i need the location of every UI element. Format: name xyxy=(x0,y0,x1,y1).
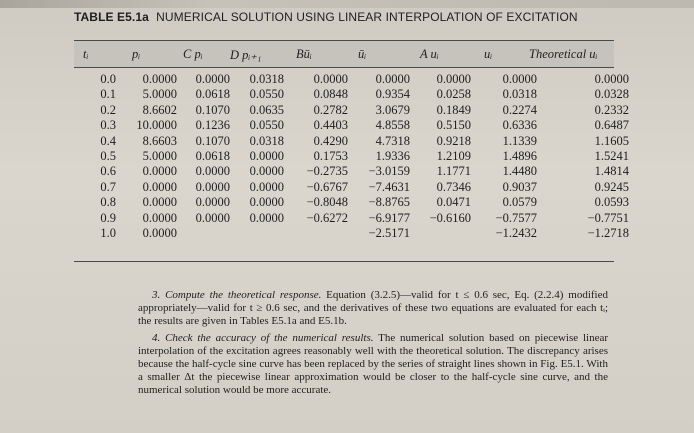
table-cell: 1.4480 xyxy=(502,164,537,179)
table-cell: 0.0 xyxy=(100,72,116,86)
table-cell: 1.9336 xyxy=(375,149,410,163)
table-cell: 1.4896 xyxy=(502,149,537,163)
table-cell: 0.0000 xyxy=(502,72,537,86)
table-cell: 0.0000 xyxy=(436,72,471,86)
col-header-au: A uᵢ xyxy=(420,47,439,61)
table-cell: 0.6487 xyxy=(594,118,629,133)
step-4-heading: 4. Check the accuracy of the numerical results. xyxy=(152,332,374,344)
table-cell: 0.2 xyxy=(100,102,116,117)
col-header-p: pᵢ xyxy=(132,47,141,61)
table-cell: 0.9218 xyxy=(436,133,471,148)
paragraph-step-3 xyxy=(138,289,608,328)
table-cell: 0.0618 xyxy=(195,149,230,163)
table-cell: −0.6272 xyxy=(306,210,348,225)
table-cell: 0.1 xyxy=(100,87,116,102)
table-cell: 0.0593 xyxy=(594,195,629,210)
table-cell: 1.1771 xyxy=(436,164,471,179)
book-page xyxy=(74,10,634,430)
step-3-heading: 3. Compute the theoretical response. xyxy=(152,289,322,301)
table-cell: −8.8765 xyxy=(368,195,410,210)
table-cell: −6.9177 xyxy=(368,210,410,225)
table-cell: 0.9245 xyxy=(594,179,629,194)
table-title: NUMERICAL SOLUTION USING LINEAR INTERPOLATION OF EXCITATION xyxy=(156,10,578,24)
table-cell: 0.6 xyxy=(100,164,116,179)
table-cell: 0.2274 xyxy=(502,102,537,117)
table-cell: 0.0000 xyxy=(195,210,230,225)
table-cell: 0.0000 xyxy=(142,179,177,194)
col-header-ubar: ūᵢ xyxy=(358,47,367,61)
table-cell: −7.4631 xyxy=(368,179,410,194)
table-cell: 0.0550 xyxy=(249,118,284,133)
table-cell: 8.6602 xyxy=(142,102,177,117)
table-cell: 1.5241 xyxy=(594,149,629,163)
step-3-text: Equation (3.2.5)—valid for t ≤ 0.6 sec, Eq. (2.2.4) modified appropriately—valid for t ≥ 0.6 sec, and the derivatives of these two equations are evaluated for each tᵢ; the results are given in Tables E5.1a and E5.1b. xyxy=(138,289,608,327)
col-header-cp: C pᵢ xyxy=(183,47,203,61)
table-caption xyxy=(74,10,578,25)
table-cell: 0.1849 xyxy=(436,102,471,117)
table-cell: 1.4814 xyxy=(594,164,629,179)
table-cell: 0.0258 xyxy=(436,87,471,102)
table-cell: 0.0000 xyxy=(195,179,230,194)
table-bottom-rule xyxy=(74,261,614,262)
col-header-dp: D pᵢ₊₁ xyxy=(230,48,262,62)
table-cell: 5.0000 xyxy=(142,149,177,163)
table-cell: −0.8048 xyxy=(306,195,348,210)
table-cell: 0.4290 xyxy=(313,133,348,148)
table-cell: 0.0000 xyxy=(195,72,230,86)
table-cell: 0.0000 xyxy=(195,195,230,210)
table-cell: 0.0000 xyxy=(142,210,177,225)
table-cell: 0.7 xyxy=(100,179,116,194)
table-cell: 0.0000 xyxy=(249,164,284,179)
col-header-theoretical: Theoretical uᵢ xyxy=(529,47,598,61)
table-cell: 4.7318 xyxy=(375,133,410,148)
table-cell: 0.0471 xyxy=(436,195,471,210)
table-cell: 0.0579 xyxy=(502,195,537,210)
table-cell: 0.1236 xyxy=(195,118,230,133)
paragraph-step-4 xyxy=(138,332,608,397)
table-cell: 8.6603 xyxy=(142,133,177,148)
table-cell: 0.0000 xyxy=(142,164,177,179)
table-cell: 0.0318 xyxy=(502,87,537,102)
table-cell: 0.0318 xyxy=(249,72,284,86)
table-cell: 0.0000 xyxy=(142,226,177,240)
table-cell: 1.2109 xyxy=(436,149,471,163)
table-cell: 0.0000 xyxy=(195,164,230,179)
table-cell: 0.0000 xyxy=(249,179,284,194)
col-header-bubar: Būᵢ xyxy=(296,47,312,61)
table-cell: 0.2782 xyxy=(313,102,348,117)
col-header-t: tᵢ xyxy=(83,47,89,61)
table-cell: 1.0 xyxy=(100,226,116,240)
table-cell: 0.0848 xyxy=(313,87,348,102)
table-cell: 0.9037 xyxy=(502,179,537,194)
top-edge xyxy=(0,0,694,8)
table-cell: 0.9354 xyxy=(375,87,410,102)
table-cell: 0.0635 xyxy=(249,102,284,117)
table-cell: 0.1753 xyxy=(313,149,348,163)
table-cell: 0.6336 xyxy=(502,118,537,133)
table-cell: 0.8 xyxy=(100,195,116,210)
table-cell: 0.0550 xyxy=(249,87,284,102)
table-cell: 4.8558 xyxy=(375,118,410,133)
table-cell: 0.0328 xyxy=(594,87,629,102)
table-cell: 0.0000 xyxy=(249,195,284,210)
table-cell: 0.5 xyxy=(100,149,116,163)
table-cell: 0.0000 xyxy=(249,210,284,225)
table-header xyxy=(74,40,614,68)
table-label: TABLE E5.1a xyxy=(74,10,149,24)
table-cell: −2.5171 xyxy=(368,226,410,240)
table-cell: 0.1070 xyxy=(195,133,230,148)
table-cell: −0.7577 xyxy=(495,210,537,225)
table-cell: 0.0000 xyxy=(594,72,629,86)
table-cell: −0.7751 xyxy=(587,210,629,225)
table-cell: −3.0159 xyxy=(368,164,410,179)
table-cell: −0.2735 xyxy=(306,164,348,179)
table-cell: 0.9 xyxy=(100,210,116,225)
table-cell: 0.3 xyxy=(100,118,116,133)
table-cell: 0.0318 xyxy=(249,133,284,148)
table-cell: 0.1070 xyxy=(195,102,230,117)
table-cell: 3.0679 xyxy=(375,102,410,117)
table-cell: −0.6160 xyxy=(429,210,471,225)
table-cell: 5.0000 xyxy=(142,87,177,102)
table-cell: 0.4 xyxy=(100,133,116,148)
table-cell: 0.4403 xyxy=(313,118,348,133)
table-cell: 0.0000 xyxy=(249,149,284,163)
table-cell: −1.2718 xyxy=(587,226,629,240)
table-cell: 10.0000 xyxy=(136,118,177,133)
table-cell: 0.2332 xyxy=(594,102,629,117)
table-cell: −0.6767 xyxy=(306,179,348,194)
table-cell: 0.0000 xyxy=(142,195,177,210)
table-cell: −1.2432 xyxy=(495,226,537,240)
table-cell: 0.0618 xyxy=(195,87,230,102)
table-cell: 1.1339 xyxy=(502,133,537,148)
col-header-u: uᵢ xyxy=(484,47,493,61)
table-cell: 0.0000 xyxy=(142,72,177,86)
table-cell: 0.0000 xyxy=(313,72,348,86)
table-cell: 0.7346 xyxy=(436,179,471,194)
step-4-text: The numerical solution based on piecewise linear interpolation of the excitation agrees reasonably well with the theoretical solution. The discrepancy arises because the half-cycle sine curve has been replaced by the series of straight lines shown in Fig. E5.1. With a smaller Δt the piecewise linear approximation would be closer to the half-cycle sine curve, and the numerical solution would be more accurate. xyxy=(138,332,608,396)
table-cell: 1.1605 xyxy=(594,133,629,148)
table-cell: 0.5150 xyxy=(436,118,471,133)
table-cell: 0.0000 xyxy=(375,72,410,86)
